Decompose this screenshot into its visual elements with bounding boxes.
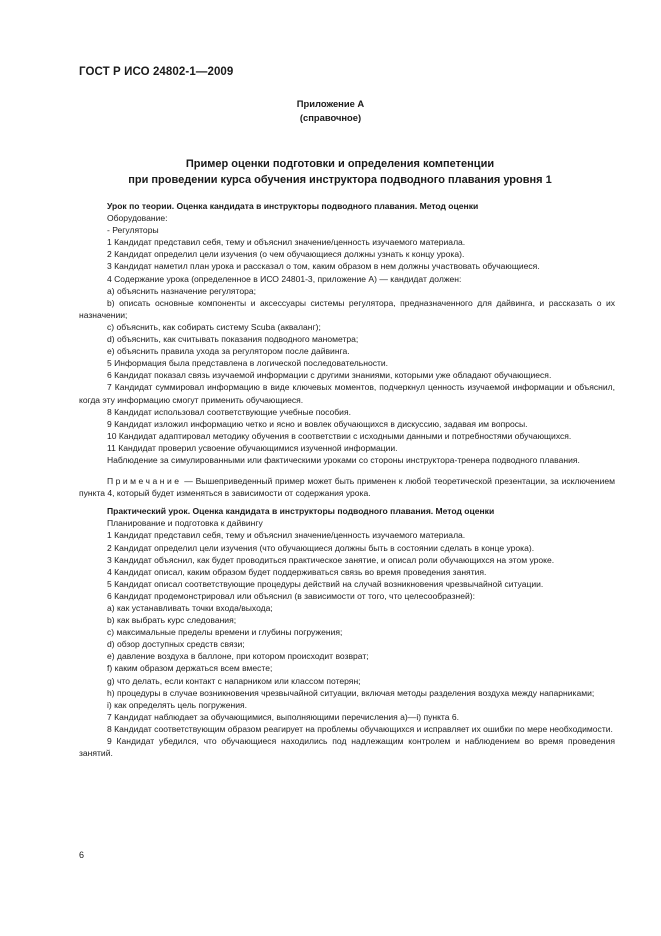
note-text: — Вышеприведенный пример может быть применен к любой теоретической презентации, за исключением пункта 4, который будет изменяться в зависимости от содержания урока. [79, 476, 615, 499]
list-item: d) обзор доступных средств связи; [107, 639, 245, 650]
list-item: h) процедуры в случае возникновения чрезвычайной ситуации, включая методы разделения воздуха между напарниками; [107, 687, 595, 698]
list-item: e) давление воздуха в баллоне, при котором происходит возврат; [107, 651, 369, 662]
paragraph: 10 Кандидат адаптировал методику обучения в соответствии с исходными данными и потребностями обучающихся. [107, 430, 572, 441]
section1-heading: Урок по теории. Оценка кандидата в инструкторы подводного плавания. Метод оценки [107, 201, 479, 211]
paragraph: 9 Кандидат изложил информацию четко и ясно и вовлек обучающихся в дискуссию, задавая им вопросы. [107, 418, 528, 429]
paragraph: 9 Кандидат убедился, что обучающиеся находились под надлежащим контролем и наблюдением во время проведения занятий. [79, 736, 615, 759]
paragraph: 3 Кандидат наметил план урока и рассказал о том, каким образом в нем должны участвовать обучающиеся. [107, 261, 540, 272]
paragraph: 4 Кандидат описал, каким образом будет поддерживаться связь во время проведения занятия. [107, 566, 487, 577]
paragraph: 8 Кандидат соответствующим образом реагирует на проблемы обучающихся и исправляет их ошибки по мере необходимости. [107, 723, 613, 734]
list-item: а) как устанавливать точки входа/выхода; [107, 603, 273, 613]
main-title [60, 156, 620, 188]
appendix-subtitle: (справочное) [299, 112, 362, 123]
paragraph: 1 Кандидат представил себя, тему и объяснил значение/ценность изучаемого материала. [107, 530, 466, 541]
list-item: b) описать основные компоненты и аксессуары системы регулятора, предназначенного для дайвинга, и рассказать о их назначении; [79, 297, 615, 320]
list-item: c) объяснить, как собирать систему Scuba (акваланг); [107, 321, 321, 332]
paragraph: Наблюдение за симулированными или фактическими уроками со стороны инструктора-тренера подводного плавания. [107, 454, 580, 465]
list-item: d) объяснить, как считывать показания подводного манометра; [107, 334, 359, 345]
main-title-line-2: при проведении курса обучения инструктора подводного плавания уровня 1 [128, 174, 552, 186]
paragraph: - Регуляторы [107, 225, 159, 236]
paragraph: 2 Кандидат определил цели изучения (что обучающиеся должны быть в состоянии сделать в конце урока). [107, 542, 535, 553]
list-item: g) что делать, если контакт с напарником или классом потерян; [107, 675, 361, 686]
list-item: а) объяснить назначение регулятора; [107, 285, 257, 296]
list-item: i) как определять цель погружения. [107, 699, 248, 710]
main-title-line-1: Пример оценки подготовки и определения компетенции [185, 158, 495, 170]
paragraph: 6 Кандидат продемонстрировал или объяснил (в зависимости от того, что целесообразней): [107, 590, 475, 601]
paragraph: 3 Кандидат объяснил, как будет проводиться практическое занятие, и описал роли обучающихся на этом уроке. [107, 554, 555, 565]
paragraph: 8 Кандидат использовал соответствующие учебные пособия. [107, 406, 351, 417]
paragraph: 4 Содержание урока (определенное в ИСО 24801-3, приложение А) — кандидат должен: [107, 273, 462, 284]
page-number: 6 [79, 850, 85, 860]
paragraph: 6 Кандидат показал связь изучаемой информации с другими знаниями, которыми уже обладают обучающиеся. [107, 370, 552, 381]
section2-heading: Практический урок. Оценка кандидата в инструкторы подводного плавания. Метод оценки [107, 506, 495, 517]
paragraph: 11 Кандидат проверил усвоение обучающимися изученной информации. [107, 442, 398, 453]
note-label: Примечание [107, 476, 182, 487]
note-paragraph [79, 475, 615, 499]
list-item: e) объяснить правила ухода за регулятором после дайвинга. [107, 346, 350, 357]
list-item: b) как выбрать курс следования; [107, 615, 237, 626]
paragraph: Планирование и подготовка к дайвингу [107, 518, 263, 529]
appendix-title: Приложение А [296, 98, 365, 109]
paragraph: 5 Кандидат описал соответствующие процедуры действий на случай возникновения чрезвычайной ситуации. [107, 578, 544, 589]
document-code: ГОСТ Р ИСО 24802-1—2009 [79, 66, 234, 78]
paragraph: 7 Кандидат наблюдает за обучающимися, выполняющими перечисления a)—i) пункта 6. [107, 711, 459, 722]
document-body [79, 200, 615, 759]
paragraph: 2 Кандидат определил цели изучения (о чем обучающиеся должны узнать к концу урока). [107, 249, 465, 260]
list-item: c) максимальные пределы времени и глубины погружения; [107, 627, 343, 638]
paragraph: 5 Информация была представлена в логической последовательности. [107, 358, 389, 369]
paragraph: 1 Кандидат представил себя, тему и объяснил значение/ценность изучаемого материала. [107, 237, 466, 248]
paragraph: Оборудование: [107, 213, 168, 224]
list-item: f) каким образом держаться всем вместе; [107, 663, 273, 674]
paragraph: 7 Кандидат суммировал информацию в виде ключевых моментов, подчеркнул ценность изучаемой информации и объяснил, когда эту информацию смогут применить обучающиеся. [79, 382, 615, 405]
